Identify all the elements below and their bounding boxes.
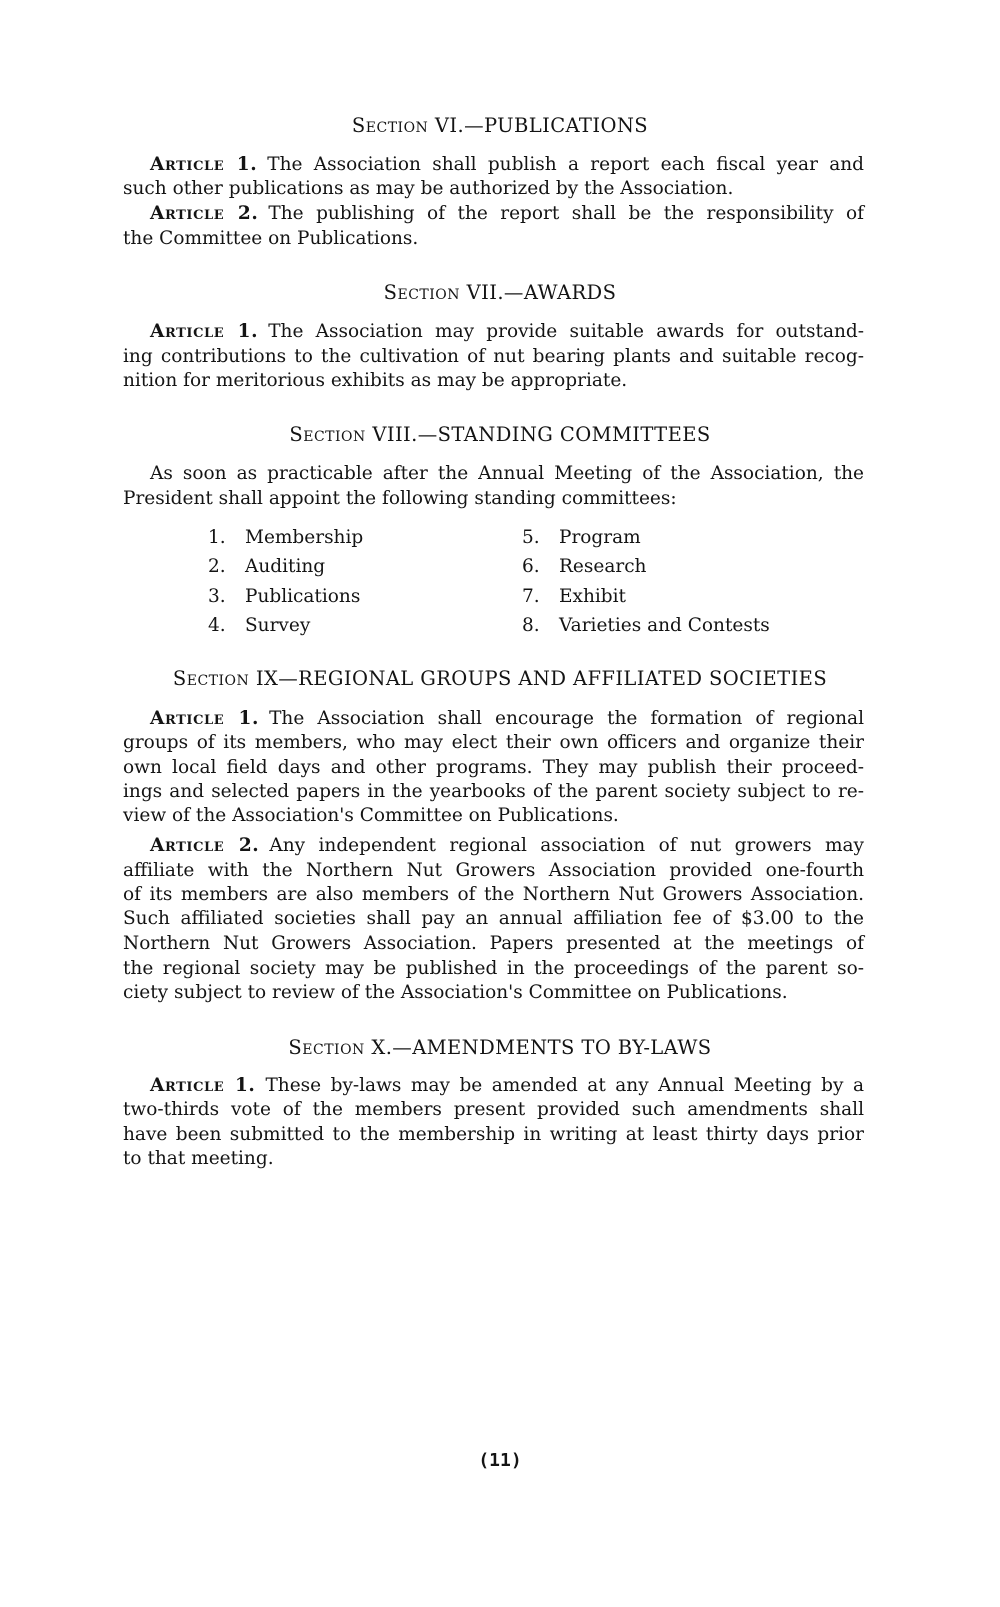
section-heading-vii	[0, 281, 1000, 305]
article-text: the Committee on Publications.	[123, 228, 419, 249]
intro-text: As soon as practicable after the Annual Meeting of the Association, the	[150, 463, 864, 484]
article-label: Article 2.	[150, 835, 260, 856]
section-heading-x	[0, 1036, 1000, 1060]
section-heading-viii	[0, 423, 1000, 447]
article-label: Article 1.	[150, 321, 259, 342]
article-text: The publishing of the report shall be the responsibility of	[268, 203, 864, 224]
article-line	[150, 834, 864, 858]
committee-item	[522, 555, 646, 579]
article-line	[123, 756, 864, 780]
committee-name: Program	[559, 527, 641, 548]
committee-number: 3.	[208, 586, 226, 607]
committee-number: 8.	[522, 615, 540, 636]
committee-number: 2.	[208, 556, 226, 577]
article-line	[123, 227, 864, 251]
article-line	[123, 177, 864, 201]
committee-name: Membership	[245, 527, 364, 548]
committee-item	[522, 585, 626, 609]
page-number: (11)	[478, 1450, 522, 1471]
article-text: of its members are also members of the Northern Nut Growers Association.	[123, 884, 864, 905]
article-text: The Association may provide suitable awards for outstand-	[268, 321, 864, 342]
article-text: Northern Nut Growers Association. Papers presented at the meetings of	[123, 933, 864, 954]
article-text: The Association shall publish a report each fiscal year and	[267, 154, 864, 175]
article-text: nition for meritorious exhibits as may be appropriate.	[123, 370, 628, 391]
article-line	[123, 957, 864, 981]
article-line	[123, 932, 864, 956]
committee-item	[208, 526, 363, 550]
article-text: such other publications as may be authorized by the Association.	[123, 178, 734, 199]
article-text: groups of its members, who may elect their own officers and organize their	[123, 732, 864, 753]
article-text: ciety subject to review of the Association's Committee on Publications.	[123, 982, 788, 1003]
section-prefix: Section	[383, 281, 461, 304]
article-label: Article 1.	[150, 708, 260, 729]
article-line	[150, 320, 864, 344]
article-text: have been submitted to the membership in writing at least thirty days prior	[123, 1124, 864, 1145]
committee-number: 4.	[208, 615, 226, 636]
article-line	[123, 731, 864, 755]
section-title: IX—REGIONAL GROUPS AND AFFILIATED SOCIETIES	[255, 667, 828, 690]
article-line	[123, 1147, 864, 1171]
article-line	[123, 345, 864, 369]
article-text: two-thirds vote of the members present provided such amendments shall	[123, 1099, 864, 1120]
committee-number: 1.	[208, 527, 226, 548]
article-line	[123, 907, 864, 931]
committee-number: 7.	[522, 586, 540, 607]
intro-text: President shall appoint the following standing committees:	[123, 488, 677, 509]
committee-number: 6.	[522, 556, 540, 577]
article-text: Any independent regional association of nut growers may	[269, 835, 864, 856]
article-label: Article 2.	[150, 203, 259, 224]
article-line	[123, 859, 864, 883]
section-title: VIII.—STANDING COMMITTEES	[372, 423, 711, 446]
committee-item	[208, 585, 360, 609]
committee-number: 5.	[522, 527, 540, 548]
section-prefix: Section	[288, 1036, 365, 1059]
article-line	[123, 804, 864, 828]
committee-name: Survey	[245, 615, 311, 636]
committee-name: Research	[559, 556, 647, 577]
section-title: VI.—PUBLICATIONS	[434, 114, 649, 137]
section-title: VII.—AWARDS	[466, 281, 617, 304]
article-text: view of the Association's Committee on Publications.	[123, 805, 619, 826]
article-text: Such affiliated societies shall pay an annual affiliation fee of $3.00 to the	[123, 908, 864, 929]
section-title: X.—AMENDMENTS TO BY-LAWS	[371, 1036, 712, 1059]
article-line	[123, 1098, 864, 1122]
article-line	[150, 707, 864, 731]
article-text: ing contributions to the cultivation of nut bearing plants and suitable recog-	[123, 346, 864, 367]
article-line	[123, 369, 864, 393]
article-line	[150, 153, 864, 177]
article-text: the regional society may be published in the proceedings of the parent so-	[123, 958, 864, 979]
article-text: own local field days and other programs. They may publish their proceed-	[123, 757, 864, 778]
article-line	[123, 981, 864, 1005]
committee-name: Exhibit	[559, 586, 626, 607]
article-text: affiliate with the Northern Nut Growers Association provided one-fourth	[123, 860, 864, 881]
article-label: Article 1.	[150, 154, 258, 175]
article-line	[123, 780, 864, 804]
intro-line	[123, 487, 864, 511]
article-line	[150, 202, 864, 226]
committee-item	[522, 526, 641, 550]
committee-item	[522, 614, 770, 638]
article-text: to that meeting.	[123, 1148, 274, 1169]
article-text: The Association shall encourage the formation of regional	[269, 708, 864, 729]
committee-name: Publications	[245, 586, 361, 607]
article-line	[123, 1123, 864, 1147]
article-label: Article 1.	[150, 1075, 256, 1096]
committee-name: Varieties and Contests	[559, 615, 770, 636]
article-line	[150, 1074, 864, 1098]
committee-item	[208, 555, 325, 579]
committee-name: Auditing	[245, 556, 326, 577]
section-heading-ix	[0, 667, 1000, 691]
article-text: ings and selected papers in the yearbooks of the parent society subject to re-	[123, 781, 864, 802]
article-line	[123, 883, 864, 907]
article-text: These by-laws may be amended at any Annual Meeting by a	[265, 1075, 864, 1096]
section-prefix: Section	[351, 114, 429, 137]
intro-line	[150, 462, 864, 486]
section-heading-vi	[0, 114, 1000, 138]
section-prefix: Section	[289, 423, 366, 446]
section-prefix: Section	[172, 667, 250, 690]
committee-item	[208, 614, 310, 638]
